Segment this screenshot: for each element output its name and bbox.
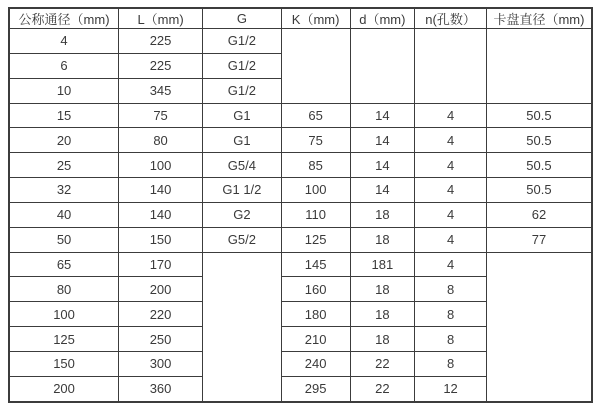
merged-empty-cell-chuck [486,29,592,104]
cell: 200 [9,376,119,402]
table-row [9,153,592,178]
cell: 345 [119,78,203,103]
table-row [9,178,592,203]
cell: 140 [119,178,203,203]
table-row [9,29,592,54]
cell: G2 [203,202,282,227]
cell: 220 [119,302,203,327]
col-header-d: d（mm) [350,8,415,29]
cell: 8 [415,302,487,327]
cell: 50 [9,227,119,252]
cell: 25 [9,153,119,178]
cell: 4 [415,178,487,203]
cell: G1 1/2 [203,178,282,203]
cell: 4 [415,227,487,252]
col-header-chuck-diameter: 卡盘直径（mm) [486,8,592,29]
cell: 181 [350,252,415,277]
table-row [9,252,592,277]
cell: 18 [350,302,415,327]
cell: 62 [486,202,592,227]
cell: 12 [415,376,487,402]
merged-empty-cell-n [415,29,487,104]
cell: 85 [281,153,350,178]
col-header-hole-count-n: n(孔数） [415,8,487,29]
cell: 6 [9,53,119,78]
cell: 295 [281,376,350,402]
cell: 80 [119,128,203,153]
cell: 50.5 [486,153,592,178]
cell: G1/2 [203,29,282,54]
cell: 160 [281,277,350,302]
cell: 240 [281,351,350,376]
cell: 14 [350,178,415,203]
cell: G1/2 [203,78,282,103]
table-row [9,128,592,153]
cell: G5/2 [203,227,282,252]
cell: 125 [281,227,350,252]
cell: 4 [9,29,119,54]
cell: 65 [9,252,119,277]
cell: 15 [9,103,119,128]
cell: 80 [9,277,119,302]
cell: 125 [9,327,119,352]
merged-empty-cell-d [350,29,415,104]
cell: 18 [350,277,415,302]
cell: 8 [415,327,487,352]
cell: 150 [119,227,203,252]
merged-empty-cell-chuck-bottom [486,252,592,402]
cell: 50.5 [486,178,592,203]
table-row [9,202,592,227]
cell: 22 [350,376,415,402]
col-header-k: K（mm) [281,8,350,29]
cell: 150 [9,351,119,376]
cell: 180 [281,302,350,327]
cell: 14 [350,103,415,128]
cell: 4 [415,103,487,128]
cell: G5/4 [203,153,282,178]
cell: 20 [9,128,119,153]
cell: 40 [9,202,119,227]
cell: 4 [415,202,487,227]
cell: 145 [281,252,350,277]
cell: 8 [415,277,487,302]
cell: 110 [281,202,350,227]
dimension-spec-table [8,7,593,403]
col-header-thread-g: G [203,8,282,29]
cell: 18 [350,327,415,352]
cell: 225 [119,53,203,78]
cell: 18 [350,202,415,227]
cell: G1 [203,103,282,128]
merged-empty-cell-k [281,29,350,104]
cell: 4 [415,128,487,153]
cell: 360 [119,376,203,402]
cell: 225 [119,29,203,54]
table-row [9,103,592,128]
cell: 75 [281,128,350,153]
cell: 4 [415,252,487,277]
merged-empty-cell-g [203,252,282,402]
cell: 8 [415,351,487,376]
cell: 170 [119,252,203,277]
cell: 65 [281,103,350,128]
table-row [9,227,592,252]
cell: 75 [119,103,203,128]
col-header-length-l: L（mm) [119,8,203,29]
cell: 210 [281,327,350,352]
cell: G1/2 [203,53,282,78]
cell: 14 [350,153,415,178]
cell: 50.5 [486,103,592,128]
cell: 77 [486,227,592,252]
cell: 100 [9,302,119,327]
cell: 22 [350,351,415,376]
cell: 100 [119,153,203,178]
cell: 250 [119,327,203,352]
cell: 50.5 [486,128,592,153]
cell: 140 [119,202,203,227]
cell: 14 [350,128,415,153]
cell: 200 [119,277,203,302]
header-row [9,8,592,29]
col-header-nominal-diameter: 公称通径（mm) [9,8,119,29]
cell: 300 [119,351,203,376]
cell: 4 [415,153,487,178]
cell: 18 [350,227,415,252]
cell: 10 [9,78,119,103]
cell: 100 [281,178,350,203]
cell: 32 [9,178,119,203]
cell: G1 [203,128,282,153]
